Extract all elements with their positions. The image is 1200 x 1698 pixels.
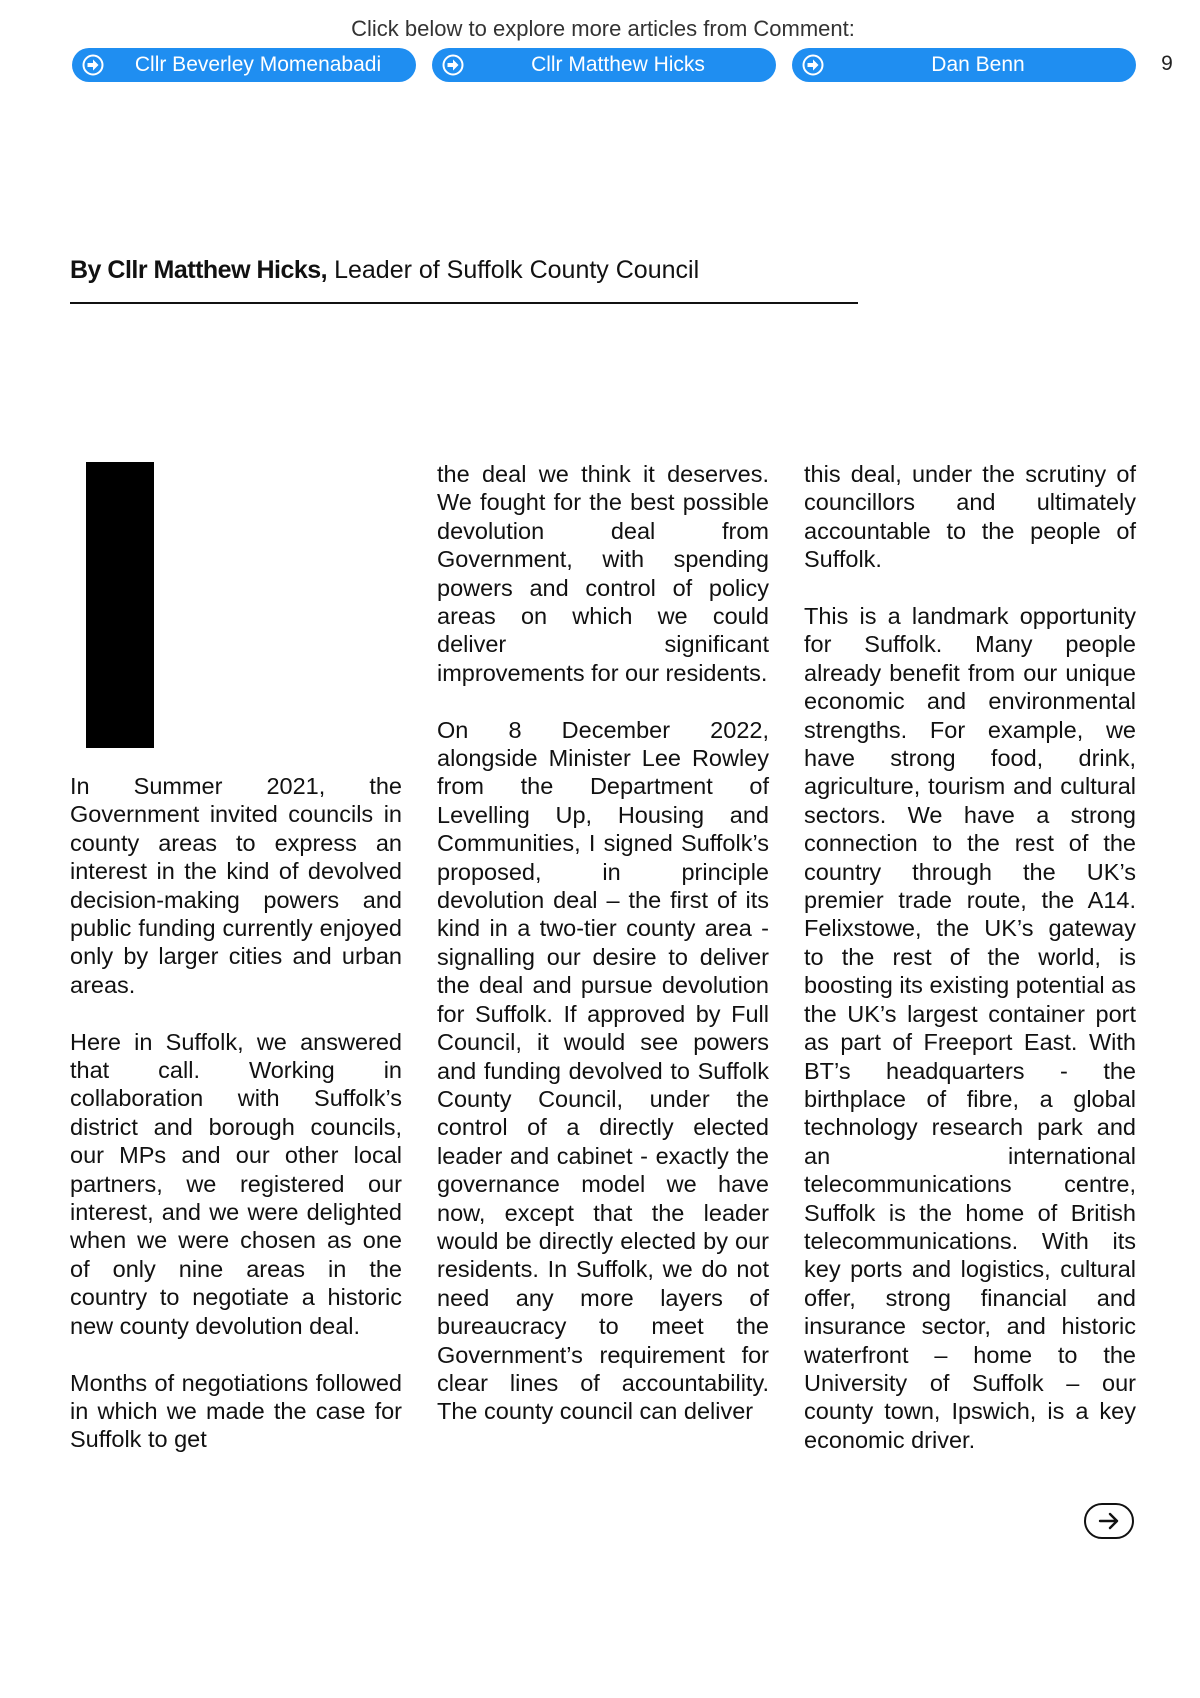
article-paragraph: In Summer 2021, the Government invited councils in county areas to express an interest in the kind of devolved decision-making powers and public funding currently enjoyed only by larger cities and urban areas.: [70, 773, 402, 998]
article-paragraph: this deal, under the scrutiny of councillors and ultimately accountable to the people of Suffolk.: [804, 461, 1136, 573]
byline-author: By Cllr Matthew Hicks,: [70, 256, 328, 284]
page-number: 9: [1161, 52, 1173, 75]
drop-cap: [86, 462, 154, 748]
nav-button-matthew-hicks[interactable]: [432, 48, 776, 82]
next-page-button[interactable]: [1084, 1503, 1134, 1539]
article-paragraph: This is a landmark opportunity for Suffolk. Many people already benefit from our unique economic and environmental strengths. For example, we have strong food, drink, agriculture, tourism and cultural sectors. We have a strong connection to the rest of the country through the UK’s premier trade route, the A14. Felixstowe, the UK’s gateway to the rest of the world, is boosting its existing potential as the UK’s largest container port as part of Freeport East. With BT’s headquarters - the birthplace of fibre, a global technology research park and an international telecommunications centre, Suffolk is the home of British telecommunications. With its key ports and logistics, cultural offer, strong financial and insurance sector, and historic waterfront – home to the University of Suffolk – our county town, Ipswich, is a key economic driver.: [804, 603, 1136, 1453]
nav-button-label: Dan Benn: [931, 53, 1025, 76]
nav-button-label: Cllr Matthew Hicks: [531, 53, 705, 76]
article-paragraph: On 8 December 2022, alongside Minister Lee Rowley from the Department of Levelling Up, Housing and Communities, I signed Suffolk’s proposed, in principle devolution deal – the first of its kind in a two-tier county area - signalling our desire to deliver the deal and pursue devolution for Suffolk. If approved by Full Council, it would see powers and funding devolved to Suffolk County Council, under the control of a directly elected leader and cabinet - exactly the governance model we have now, except that the leader would be directly elected by our residents. In Suffolk, we do not need any more layers of bureaucracy to meet the Government’s requirement for clear lines of accountability. The county council can deliver: [437, 716, 769, 1425]
article-paragraph: the deal we think it deserves. We fought for the best possible devolution deal from Government, with spending powers and control of policy areas on which we could deliver significant improvements for our residents.: [437, 461, 769, 686]
arrow-right-circle-icon: [802, 54, 824, 76]
article-paragraph: Here in Suffolk, we answered that call. Working in collaboration with Suffolk’s district and borough councils, our MPs and our other local partners, we registered our interest, and we were delighted when we were chosen as one of only nine areas in the country to negotiate a historic new county devolution deal.: [70, 1028, 402, 1339]
article-paragraph: Months of negotiations followed in which we made the case for Suffolk to get: [70, 1369, 402, 1453]
nav-button-label: Cllr Beverley Momenabadi: [134, 53, 382, 76]
arrow-right-circle-icon: [442, 54, 464, 76]
article-column-2: [437, 460, 769, 1426]
article-column-1: [70, 772, 402, 1454]
arrow-right-circle-icon: [82, 54, 104, 76]
article-column-3: [804, 460, 1136, 1454]
nav-button-beverley-momenabadi[interactable]: [72, 48, 416, 82]
nav-button-dan-benn[interactable]: [792, 48, 1136, 82]
byline-role: Leader of Suffolk County Council: [327, 256, 700, 284]
nav-prompt: Click below to explore more articles from Comment:: [351, 16, 855, 41]
byline: [70, 256, 699, 285]
byline-divider: [70, 302, 858, 304]
arrow-right-icon: [1097, 1510, 1121, 1532]
